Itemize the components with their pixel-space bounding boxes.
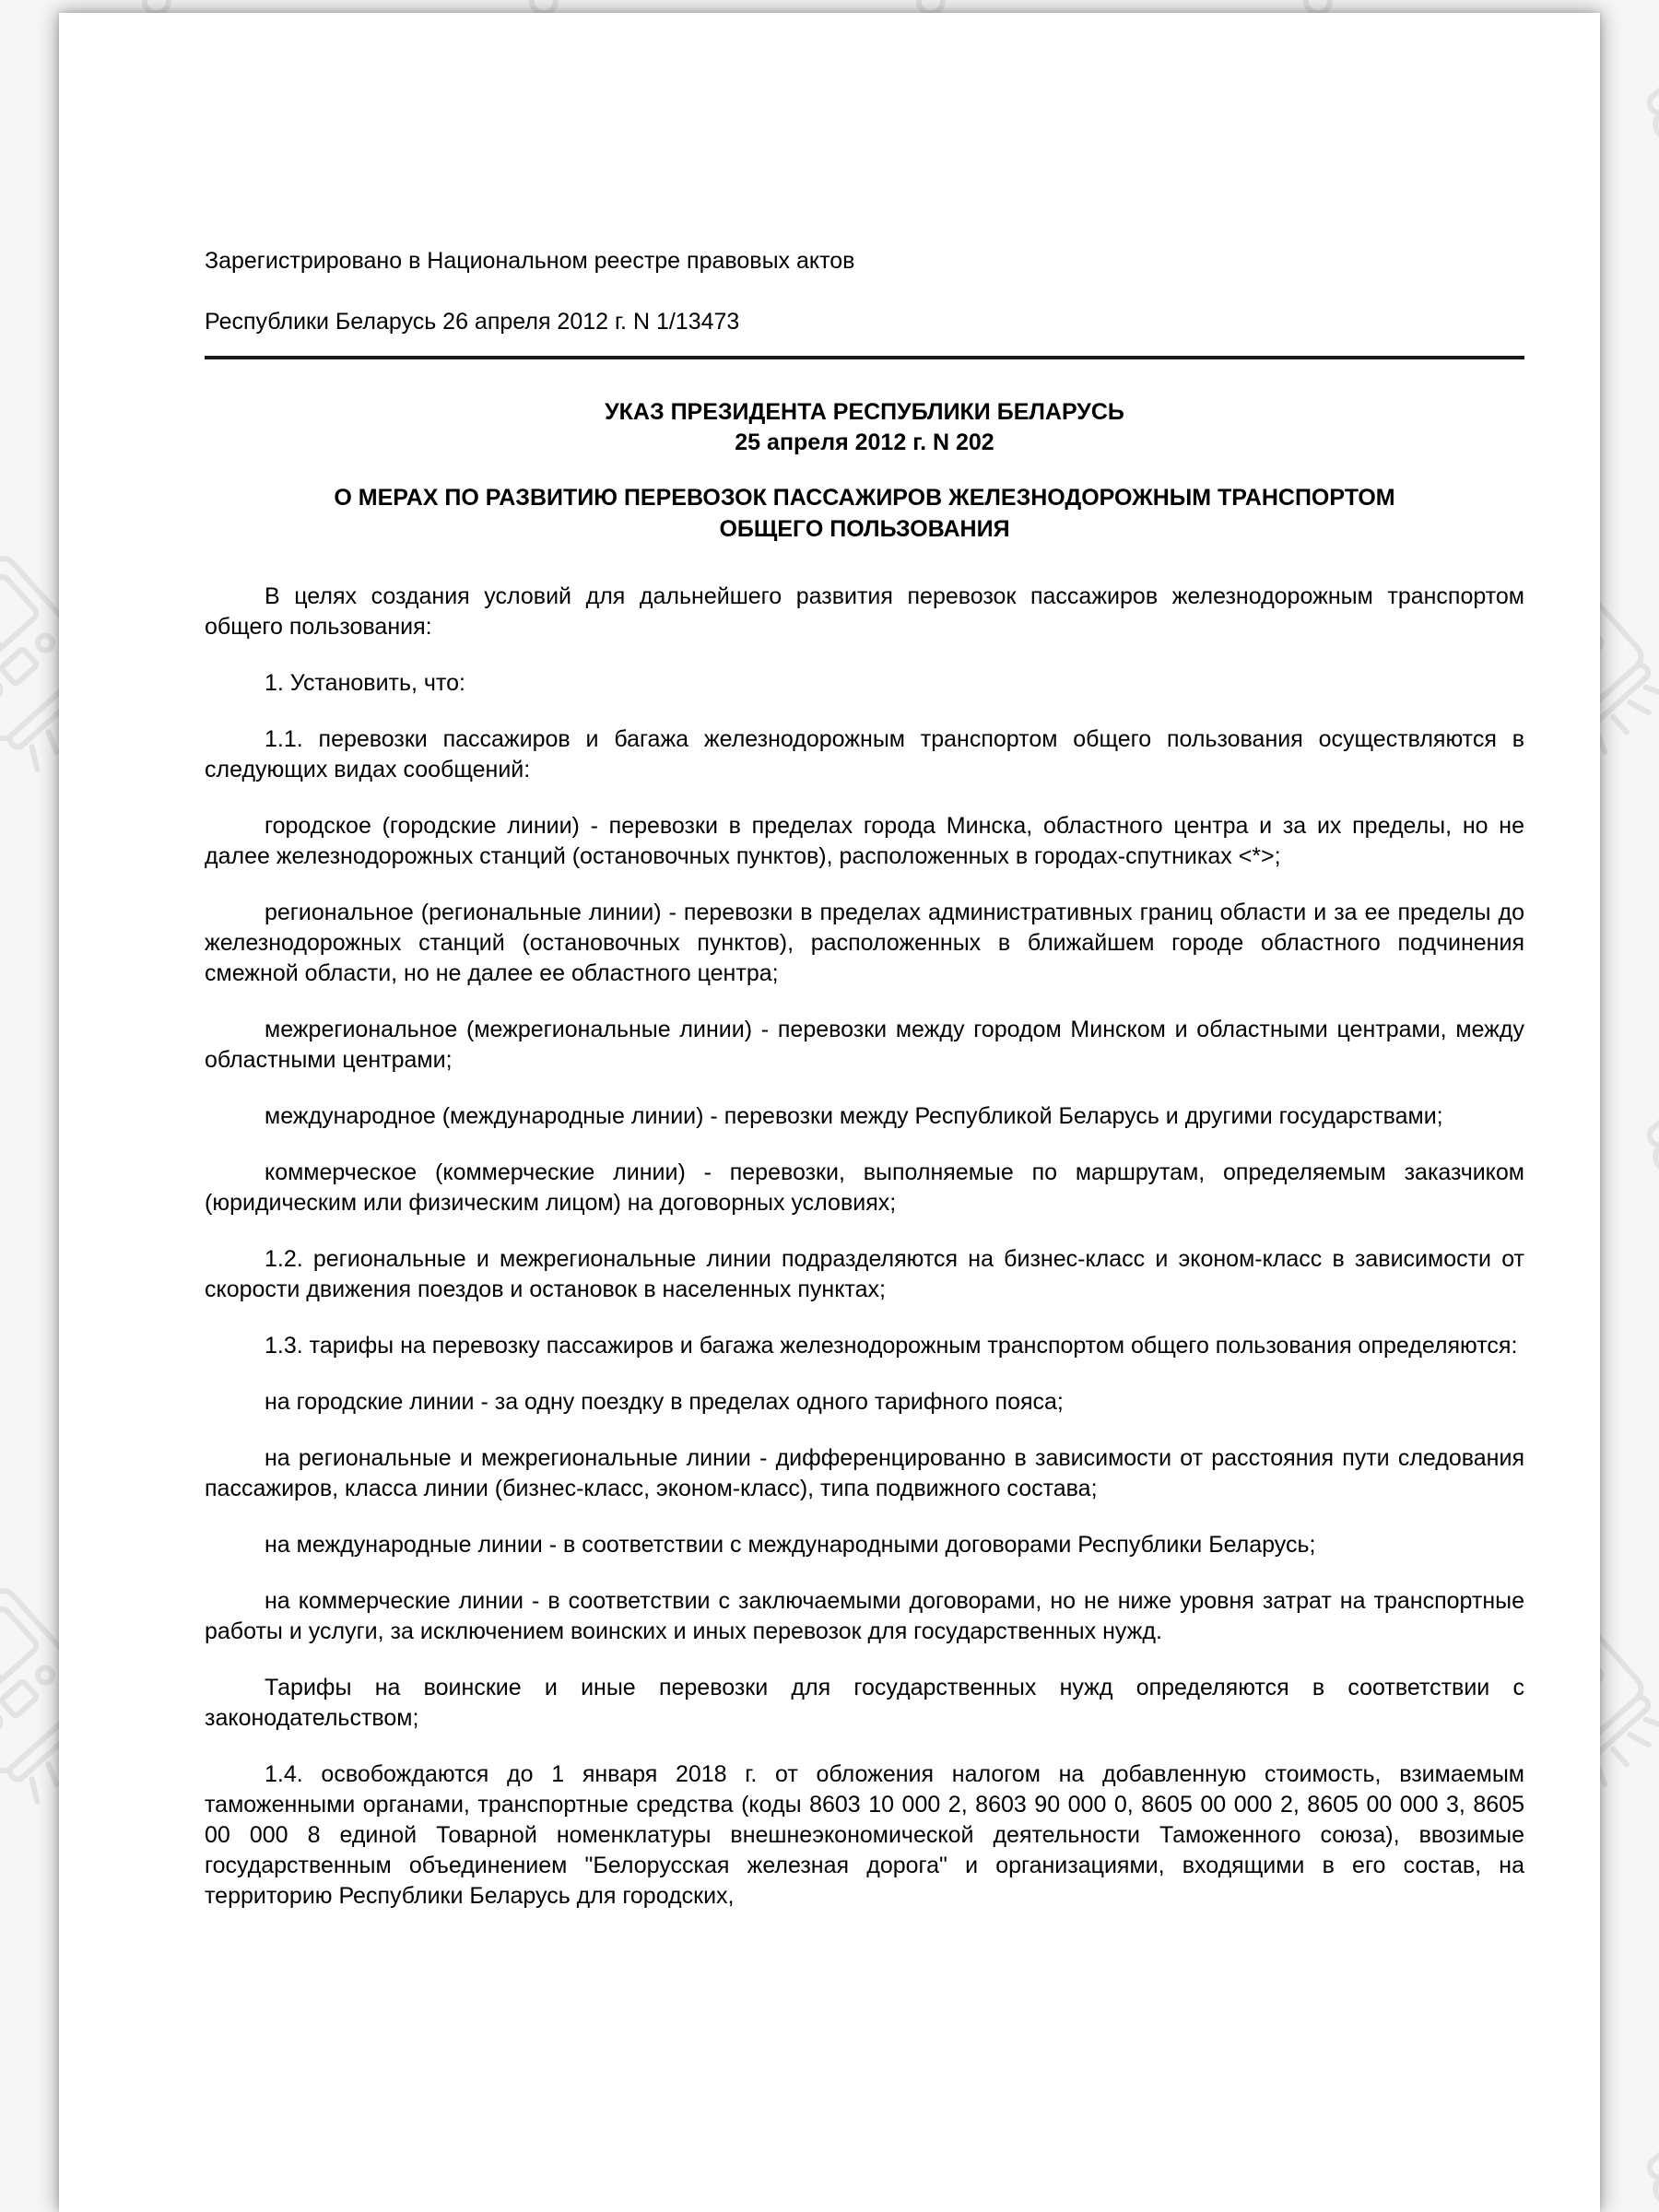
paragraph-item-1: 1. Установить, что: — [265, 670, 465, 696]
decree-title-line-2: 25 апреля 2012 г. N 202 — [735, 429, 994, 455]
paragraph-tariff-regional: на региональные и межрегиональные линии - дифференцированно в зависимости от расстояния пути следования пассажиров, класса линии (бизнес-класс, эконом-класс), типа подвижного состава; — [205, 1445, 1524, 1501]
paragraph-tariff-international: на международные линии - в соответствии с международными договорами Республики Беларусь; — [265, 1532, 1316, 1558]
registration-line-2: Республики Беларусь 26 апреля 2012 г. N 1/13473 — [205, 309, 740, 335]
registration-line-1: Зарегистрировано в Национальном реестре правовых актов — [205, 248, 855, 274]
paragraph-city-lines: городское (городские линии) - перевозки в пределах города Минска, областного центра и за их пределы, но не далее железнодорожных станций (остановочных пунктов), расположенных в городах-спутниках <*>; — [205, 813, 1524, 869]
decree-subject-line-2: ОБЩЕГО ПОЛЬЗОВАНИЯ — [719, 516, 1010, 542]
decree-subject — [205, 482, 1524, 545]
decree-title — [205, 397, 1524, 458]
document-content — [205, 246, 1524, 1912]
paragraph-item-1-4: 1.4. освобождаются до 1 января 2018 г. от обложения налогом на добавленную стоимость, взимаемым таможенными органами, транспортные средства (коды 8603 10 000 2, 8603 90 000 0, 8605 00 000 2, 8605 00 000 3, 8605 00 000 8 единой Товарной номенклатуры внешнеэкономической деятельности Таможенного союза), ввозимые государственным объединением "Белорусская железная дорога" и организациями, входящими в его состав, на территорию Республики Беларусь для городских, — [205, 1761, 1524, 1909]
decree-body — [205, 582, 1524, 1912]
decree-title-line-1: УКАЗ ПРЕЗИДЕНТА РЕСПУБЛИКИ БЕЛАРУСЬ — [605, 399, 1124, 425]
paragraph-item-1-3: 1.3. тарифы на перевозку пассажиров и багажа железнодорожным транспортом общего пользования определяются: — [265, 1333, 1518, 1359]
document-page — [59, 13, 1600, 2212]
paragraph-item-1-2: 1.2. региональные и межрегиональные линии подразделяются на бизнес-класс и эконом-класс в зависимости от скорости движения поездов и остановок в населенных пунктах; — [205, 1246, 1524, 1302]
paragraph-item-1-1: 1.1. перевозки пассажиров и багажа железнодорожным транспортом общего пользования осуществляются в следующих видах сообщений: — [205, 726, 1524, 782]
paragraph-international-lines: международное (международные линии) - перевозки между Республикой Беларусь и другими государствами; — [265, 1103, 1443, 1129]
decree-subject-line-1: О МЕРАХ ПО РАЗВИТИЮ ПЕРЕВОЗОК ПАССАЖИРОВ ЖЕЛЕЗНОДОРОЖНЫМ ТРАНСПОРТОМ — [334, 485, 1395, 511]
paragraph-interregional-lines: межрегиональное (межрегиональные линии) - перевозки между городом Минском и областными центрами, между областными центрами; — [205, 1017, 1524, 1073]
paragraph-commercial-lines: коммерческое (коммерческие линии) - перевозки, выполняемые по маршрутам, определяемым заказчиком (юридическим или физическим лицом) на договорных условиях; — [205, 1159, 1524, 1216]
paragraph-military-tariffs: Тарифы на воинские и иные перевозки для государственных нужд определяются в соответствии с законодательством; — [205, 1675, 1524, 1731]
registration-divider — [205, 356, 1524, 359]
paragraph-tariff-city: на городские линии - за одну поездку в пределах одного тарифного пояса; — [265, 1389, 1064, 1415]
paragraph-preamble: В целях создания условий для дальнейшего развития перевозок пассажиров железнодорожным транспортом общего пользования: — [205, 583, 1524, 640]
paragraph-tariff-commercial: на коммерческие линии - в соответствии с заключаемыми договорами, но не ниже уровня затрат на транспортные работы и услуги, за исключением воинских и иных перевозок для государственных нужд. — [205, 1588, 1524, 1644]
paragraph-regional-lines: региональное (региональные линии) - перевозки в пределах административных границ области и за ее пределы до железнодорожных станций (остановочных пунктов), расположенных в ближайшем городе областного подчинения смежной области, но не далее ее областного центра; — [205, 900, 1524, 986]
